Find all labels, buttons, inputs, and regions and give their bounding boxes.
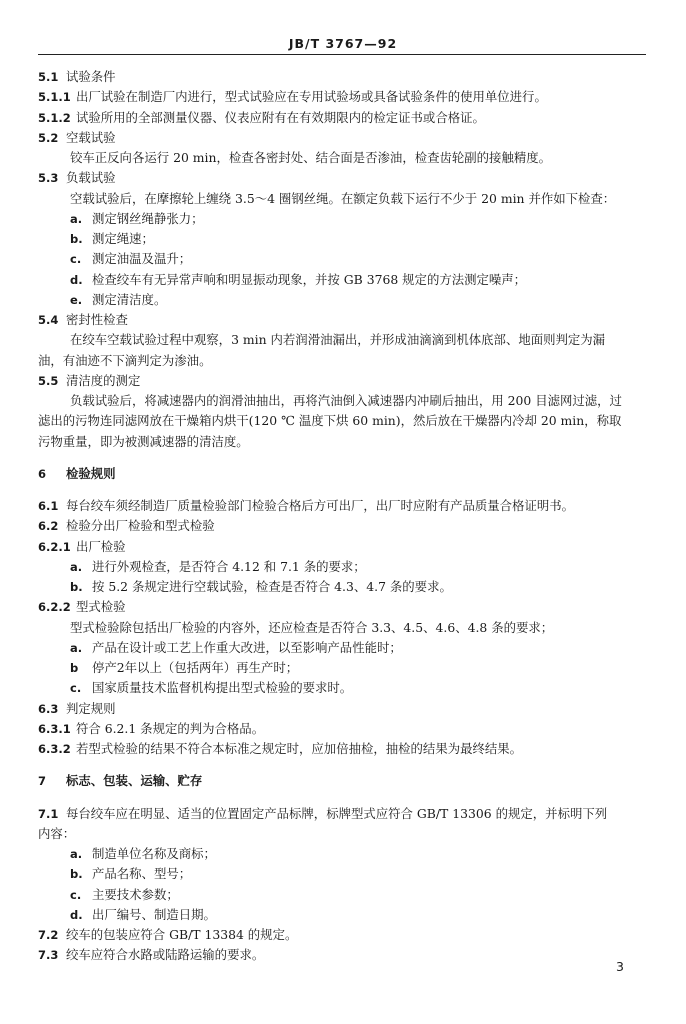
clause-number: 6.3.2 (38, 742, 71, 756)
list-item (38, 229, 646, 249)
clause-text: 若型式检验的结果不符合本标准之规定时，应加倍抽检，抽检的结果为最终结果。 (76, 741, 523, 756)
clause-number: 5.5 (38, 373, 59, 388)
list-item-letter: b. (70, 232, 83, 246)
header-rule (38, 54, 646, 55)
clause-number: 6.2.1 (38, 539, 71, 554)
list-item-letter: c. (70, 887, 82, 902)
list-item-text: 出厂编号、制造日期。 (92, 906, 216, 922)
clause-text: 型式检验 (76, 599, 126, 615)
list-item-letter: c. (70, 252, 82, 267)
clause-line (38, 168, 646, 188)
list-item-letter: e. (70, 292, 83, 307)
list-item-letter: b (70, 661, 79, 675)
clause-line (38, 516, 646, 536)
clause-text: 符合 6.2.1 条规定的判为合格品。 (76, 720, 265, 736)
clause-line (38, 597, 646, 617)
clause-number: 6.3.1 (38, 721, 71, 736)
clause-line (38, 496, 646, 516)
clause-line (38, 925, 646, 945)
chapter-heading (38, 464, 646, 484)
list-item (38, 658, 646, 678)
paragraph-line: 污物重量，即为被测减速器的清洁度。 (38, 433, 249, 449)
clause-line (38, 699, 646, 719)
list-item-text: 停产2年以上（包括两年）再生产时； (92, 660, 299, 675)
clause-number: 5.1.2 (38, 110, 71, 125)
paragraph-line: 型式检验除包括出厂检验的内容外，还应检查是否符合 3.3、4.5、4.6、4.8 条的要求； (70, 619, 554, 635)
list-item (38, 678, 646, 698)
clause-number: 5.3 (38, 171, 59, 186)
list-item-letter: c. (70, 681, 82, 696)
clause-line (38, 108, 646, 128)
list-item (38, 638, 646, 658)
list-item-text: 测定绳速； (92, 231, 154, 246)
clause-number: 5.1.1 (38, 90, 71, 105)
list-item (38, 270, 646, 290)
list-item-text: 进行外观检查，是否符合 4.12 和 7.1 条的要求； (92, 558, 366, 574)
clause-line (38, 310, 646, 330)
clause-number: 5.2 (38, 130, 59, 145)
clause-line (38, 371, 646, 391)
clause-text: 标志、包装、运输、贮存 (66, 773, 203, 789)
list-item (38, 885, 646, 905)
clause-text: 绞车的包装应符合 GB/T 13384 的规定。 (66, 927, 298, 942)
clause-text: 密封性检查 (66, 312, 128, 327)
clause-text: 试验条件 (66, 69, 116, 84)
list-item-text: 测定油温及温升； (92, 251, 192, 267)
standard-number-header: JB/T 3767—92 (288, 36, 398, 51)
list-item (38, 905, 646, 925)
clause-line (38, 87, 646, 107)
clause-text: 每台绞车应在明显、适当的位置固定产品标牌，标牌型式应符合 GB/T 13306 的规定，并标明下列 (66, 805, 608, 821)
clause-line (38, 67, 646, 87)
list-item (38, 249, 646, 269)
page-number: 3 (616, 959, 624, 974)
clause-text: 负载试验 (66, 170, 116, 186)
list-item (38, 290, 646, 310)
paragraph-line: 油，有油迹不下滴判定为渗油。 (38, 352, 212, 368)
clause-line (38, 128, 646, 148)
clause-number: 7.2 (38, 928, 59, 942)
clause-text: 每台绞车须经制造厂质量检验部门检验合格后方可出厂，出厂时应附有产品质量合格证明书。 (66, 498, 575, 513)
list-item-text: 检查绞车有无异常声响和明显振动现象，并按 GB 3768 规定的方法测定噪声； (92, 271, 527, 287)
clause-text: 出厂检验 (76, 538, 126, 554)
paragraph-line: 负载试验后，将减速器内的润滑油抽出，再将汽油倒入减速器内冲刷后抽出，用 200 目滤网过滤，过 (70, 393, 622, 408)
list-item-letter: b. (70, 580, 83, 594)
clause-text: 出厂试验在制造厂内进行，型式试验应在专用试验场或具备试验条件的使用单位进行。 (76, 89, 547, 105)
list-item-letter: b. (70, 867, 83, 882)
spacer (38, 452, 646, 464)
document-body (38, 67, 646, 966)
clause-number: 6 (38, 466, 47, 481)
clause-text: 判定规则 (66, 700, 116, 716)
clause-line (38, 739, 646, 759)
list-item-text: 按 5.2 条规定进行空载试验，检查是否符合 4.3、4.7 条的要求。 (92, 579, 452, 594)
clause-line (38, 719, 646, 739)
paragraph-line: 内容： (38, 825, 76, 841)
list-item-text: 产品名称、型号； (92, 866, 192, 882)
list-item-text: 产品在设计或工艺上作重大改进，以至影响产品性能时； (92, 639, 402, 655)
list-item (38, 864, 646, 884)
clause-text: 空载试验 (66, 129, 116, 145)
list-item-text: 主要技术参数； (92, 886, 179, 902)
paragraph-line: 空载试验后，在摩擦轮上缠绕 3.5～4 圈钢丝绳。在额定负载下运行不少于 20 min 并作如下检查： (70, 190, 616, 206)
spacer (38, 759, 646, 771)
chapter-heading (38, 771, 646, 791)
list-item-letter: a. (70, 211, 83, 226)
list-item (38, 844, 646, 864)
clause-number: 6.2 (38, 519, 59, 534)
list-item-text: 国家质量技术监督机构提出型式检验的要求时。 (92, 680, 353, 696)
clause-text: 检验分出厂检验和型式检验 (66, 518, 215, 534)
clause-number: 7.3 (38, 948, 59, 963)
list-item (38, 577, 646, 597)
clause-number: 5.1 (38, 70, 59, 84)
clause-number: 5.4 (38, 313, 59, 327)
list-item-text: 测定清洁度。 (92, 291, 167, 307)
list-item-letter: a. (70, 559, 83, 574)
clause-text: 绞车应符合水路或陆路运输的要求。 (66, 947, 265, 963)
clause-number: 7.1 (38, 806, 59, 821)
clause-number: 6.1 (38, 499, 59, 513)
list-item-letter: d. (70, 907, 83, 922)
clause-line (38, 804, 646, 824)
list-item-letter: d. (70, 272, 83, 287)
list-item-letter: a. (70, 640, 83, 655)
clause-text: 检验规则 (66, 465, 116, 481)
list-item (38, 209, 646, 229)
paragraph-line: 在绞车空载试验过程中观察，3 min 内若润滑油漏出，并形成油滴滴到机体底部、地面则判定为漏 (70, 332, 606, 348)
paragraph-line: 滤出的污物连同滤网放在干燥箱内烘干(120 ℃ 温度下烘 60 min)，然后放在干燥器内冷却 20 min，称取 (38, 413, 622, 429)
clause-line (38, 537, 646, 557)
list-item-text: 制造单位名称及商标； (92, 846, 216, 861)
clause-text: 试验所用的全部测量仪器、仪表应附有在有效期限内的检定证书或合格证。 (76, 109, 485, 125)
clause-number: 6.3 (38, 701, 59, 716)
clause-number: 6.2.2 (38, 600, 71, 615)
clause-line (38, 945, 646, 965)
clause-number: 7 (38, 774, 47, 789)
paragraph-line: 铰车正反向各运行 20 min，检查各密封处、结合面是否渗油，检查齿轮副的接触精度。 (70, 150, 552, 165)
spacer (38, 792, 646, 804)
list-item-letter: a. (70, 847, 83, 861)
clause-text: 清洁度的测定 (66, 372, 141, 388)
list-item (38, 557, 646, 577)
spacer (38, 484, 646, 496)
list-item-text: 测定钢丝绳静张力； (92, 210, 204, 226)
